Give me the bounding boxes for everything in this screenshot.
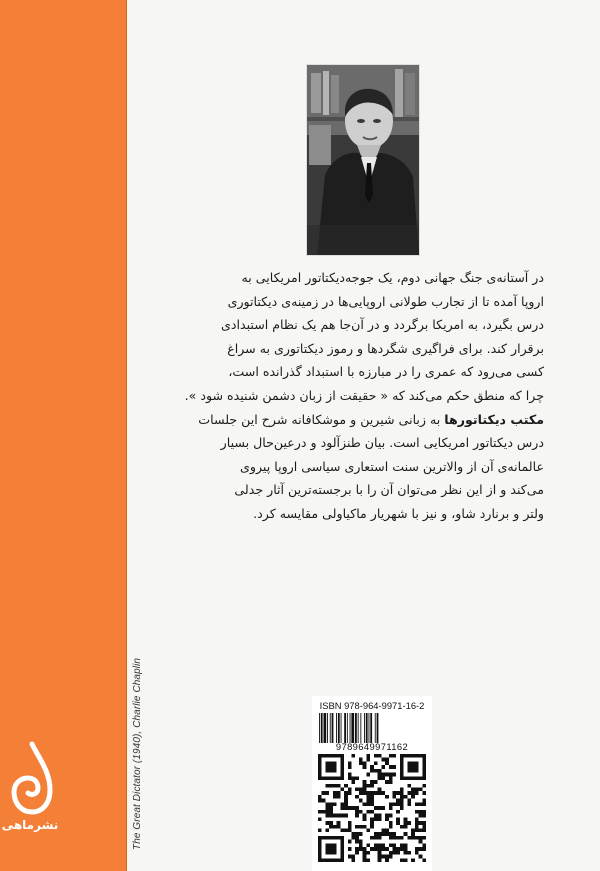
description-line: می‌کند و از این نظر می‌توان آن را با برجسته‌ترین آثار جدلی (234, 482, 544, 498)
description-line: اروپا آمده تا از تجارب طولانی اروپایی‌ها در زمینه‌ی دیکتاتوری (227, 293, 544, 309)
description-line: در آستانه‌ی جنگ جهانی دوم، یک جوجه‌دیکتاتور امریکایی به (241, 270, 544, 285)
description-line: ولتر و برنارد شاو، و نیز با شهریار ماکیاولی مقایسه کرد. (253, 505, 544, 521)
author-photo (306, 64, 420, 256)
barcode-digits: 9789649971162 (335, 741, 409, 752)
description-line: چرا که منطق حکم می‌کند که « حقیقت از زبان دشمن شنیده شود ». (184, 387, 544, 403)
publisher-name: نشرماهی (1, 818, 59, 832)
book-title: مکتب دیکتاتورها (444, 411, 544, 427)
description-line: عالمانه‌ی آن از والاترین سنت استعاری سیاسی اروپا پیروی (240, 458, 544, 474)
description-line: درس بگیرد، به امریکا برگردد و در آن‌جا هم یک نظام استبدادی (221, 317, 544, 333)
film-caption: The Great Dictator (1940), Charlie Chaplin (132, 657, 143, 850)
qr-code-icon (318, 754, 426, 862)
description-line: برقرار کند. برای فراگیری شگردها و رموز دیکتاتوری به سراغ (227, 340, 544, 356)
isbn-label: ISBN 978-964-9971-16-2 (319, 700, 425, 711)
description-line: درس دیکتاتور امریکایی است. بیان طنزآلود و درعین‌حال بسیار (220, 435, 544, 451)
description-line: به زبانی شیرین و موشکافانه شرح این جلسات (198, 411, 441, 427)
author-portrait-image (307, 65, 419, 255)
back-cover-description (170, 266, 544, 526)
description-line: کسی می‌رود که عمری را در مبارزه با استبداد گذرانده است، (228, 364, 544, 380)
description-line-with-title (170, 408, 544, 432)
barcode-block (312, 696, 432, 871)
barcode-icon (318, 713, 426, 743)
spine-divider (126, 0, 127, 871)
